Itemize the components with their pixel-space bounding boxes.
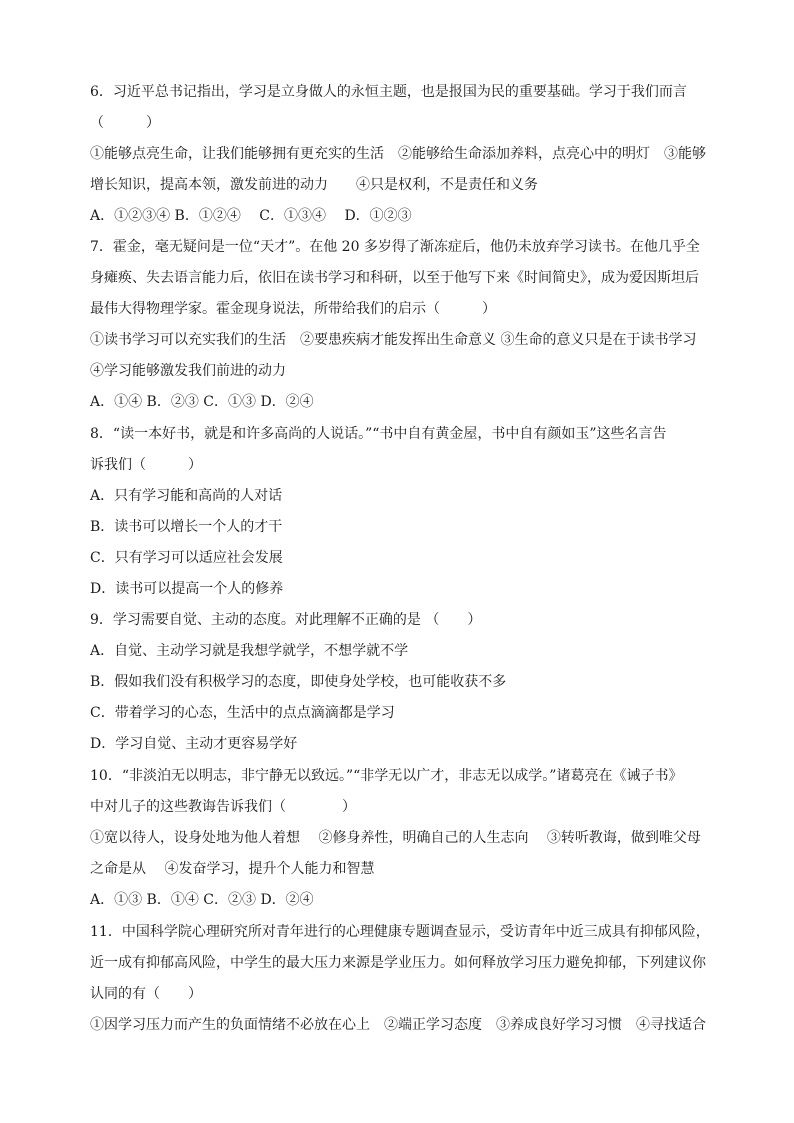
q10-options: A．①③ B．①④ C．②③ D．②④ (90, 892, 314, 908)
q8-option-c: C．只有学习可以适应社会发展 (90, 550, 283, 566)
q7-options: A．①④ B．②③ C．①③ D．②④ (90, 394, 314, 410)
q6-statements-line-1: ①能够点亮生命，让我们能够拥有更充实的生活 ②能够给生命添加养料，点亮心中的明灯 ③能够 (90, 146, 706, 162)
q11-stem-line-1: 11．中国科学院心理研究所对青年进行的心理健康专题调查显示，受访青年中近三成具有抑郁风险， (90, 924, 710, 940)
q10-stem-line-2: 中对儿子的这些教诲告诉我们（ ） (90, 799, 356, 815)
q7-stem-line-3: 最伟大得物理学家。霍金现身说法，所带给我们的启示（ ） (90, 301, 496, 317)
q6-stem-line-1: 6．习近平总书记指出，学习是立身做人的永恒主题，也是报国为民的重要基础。学习于我们而言 (90, 84, 687, 100)
q7-stem-line-1: 7．霍金，毫无疑问是一位“天才”。在他 20 多岁得了渐冻症后，他仍未放弃学习读书。在他几乎全 (90, 239, 700, 255)
q6-answer-bracket: （ ） (90, 115, 160, 131)
q11-statements-line-1: ①因学习压力而产生的负面情绪不必放在心上 ②端正学习态度 ③养成良好学习习惯 ④寻找适合 (90, 1017, 706, 1033)
q11-stem-line-2: 近一成有抑郁高风险，中学生的最大压力来源是学业压力。如何释放学习压力避免抑郁，下列建议你 (90, 955, 706, 971)
q8-stem-line-2: 诉我们（ ） (90, 457, 202, 473)
q7-statements-line-2: ④学习能够激发我们前进的动力 (90, 363, 286, 379)
q9-option-d: D．学习自觉、主动才更容易学好 (90, 736, 298, 752)
q10-statements-line-1: ①宽以待人，设身处地为他人着想 ②修身养性，明确自己的人生志向 ③转听教诲，做到唯父母 (90, 830, 701, 846)
q6-options: A．①②③④ B．①②④ C．①③④ D．①②③ (90, 208, 412, 224)
q8-option-b: B．读书可以增长一个人的才干 (90, 519, 283, 535)
q6-statements-line-2: 增长知识，提高本领，激发前进的动力 ④只是权利，不是责任和义务 (90, 177, 538, 193)
q11-stem-line-3: 认同的有（ ） (90, 986, 202, 1002)
q8-option-a: A．只有学习能和高尚的人对话 (90, 488, 283, 504)
q8-stem-line-1: 8．“读一本好书，就是和许多高尚的人说话。”“书中自有黄金屋，书中自有颜如玉”这些名言告 (90, 426, 667, 442)
q9-option-b: B．假如我们没有积极学习的态度，即使身处学校，也可能收获不多 (90, 674, 507, 690)
q9-stem: 9．学习需要自觉、主动的态度。对此理解不正确的是 （ ） (90, 612, 482, 628)
q7-statements-line-1: ①读书学习可以充实我们的生活 ②要患疾病才能发挥出生命意义 ③生命的意义只是在于读书学习 (90, 332, 697, 348)
q9-option-a: A．自觉、主动学习就是我想学就学，不想学就不学 (90, 643, 409, 659)
q8-option-d: D．读书可以提高一个人的修养 (90, 581, 284, 597)
q10-stem-line-1: 10．“非淡泊无以明志，非宁静无以致远。”“非学无以广才，非志无以成学。”诸葛亮在《诫子书》 (90, 768, 683, 784)
q10-statements-line-2: 之命是从 ④发奋学习，提升个人能力和智慧 (90, 861, 375, 877)
q7-stem-line-2: 身瘫痪、失去语言能力后，依旧在读书学习和科研，以至于他写下来《时间简史》，成为爱因斯坦后 (90, 270, 699, 286)
q9-option-c: C．带着学习的心态，生活中的点点滴滴都是学习 (90, 705, 395, 721)
